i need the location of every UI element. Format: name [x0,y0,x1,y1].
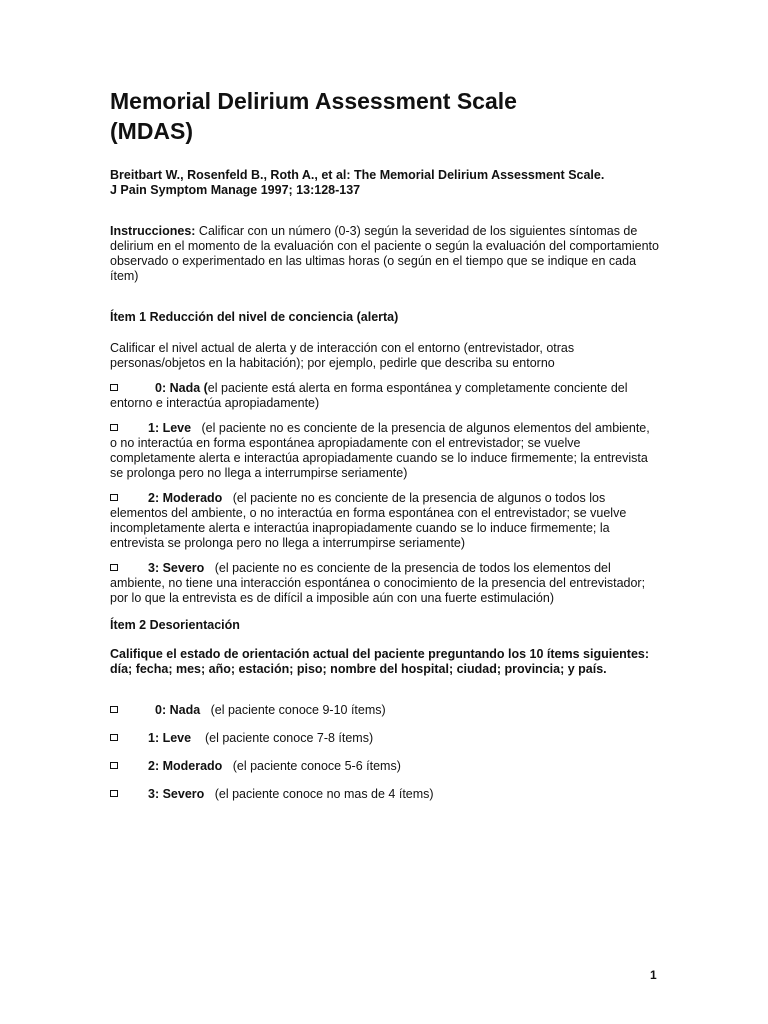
title-line-1: Memorial Delirium Assessment Scale [110,88,517,114]
title-line-2: (MDAS) [110,118,194,144]
checkbox[interactable] [110,424,118,431]
checkbox[interactable] [110,706,118,713]
item2-option-0 [110,703,660,718]
instructions-label: Instrucciones: [110,224,196,238]
item1-option-2 [110,491,660,551]
checkbox[interactable] [110,384,118,391]
option-text: (el paciente conoce 7-8 ítems) [191,731,374,745]
page-number: 1 [650,968,657,982]
option-label: 0: Nada ( [155,381,208,395]
option-text: (el paciente conoce no mas de 4 ítems) [204,787,434,801]
item2-option-3 [110,787,660,802]
instructions-text: Calificar con un número (0-3) según la severidad de los siguientes síntomas de delirium en el momento de la evaluación con el paciente o según la evaluación del comportamiento observado o experimentado en las ultimas horas (o según en el tiempo que se indique en cada ítem) [110,224,659,283]
option-text: (el paciente conoce 9-10 ítems) [200,703,386,717]
option-text: el paciente está alerta en forma espontánea y completamente conciente del entorno e interactúa apropiadamente) [110,381,628,410]
reference-line-1: Breitbart W., Rosenfeld B., Roth A., et al: The Memorial Delirium Assessment Scale. [110,168,605,182]
checkbox[interactable] [110,564,118,571]
item1-option-0 [110,381,660,411]
reference [110,168,660,198]
item1-option-1 [110,421,660,481]
item1-description: Calificar el nivel actual de alerta y de interacción con el entorno (entrevistador, otras personas/objetos en la habitación); por ejemplo, pedirle que describa su entorno [110,341,575,370]
item1-heading: Ítem 1 Reducción del nivel de conciencia (alerta) [110,310,399,324]
checkbox[interactable] [110,494,118,501]
option-label: 0: Nada [155,703,201,717]
document-page [110,86,660,802]
option-label: 1: Leve [148,731,192,745]
option-label: 1: Leve [148,421,192,435]
instructions [110,224,660,284]
option-label: 2: Moderado [148,491,223,505]
option-label: 3: Severo [148,561,205,575]
item2-heading: Ítem 2 Desorientación [110,618,240,632]
checkbox[interactable] [110,790,118,797]
reference-line-2: J Pain Symptom Manage 1997; 13:128-137 [110,183,361,197]
option-text: (el paciente conoce 5-6 ítems) [222,759,401,773]
option-label: 3: Severo [148,787,205,801]
item2-description: Califique el estado de orientación actual del paciente preguntando los 10 ítems siguientes: día; fecha; mes; año; estación; piso; nombre del hospital; ciudad; provincia; y país. [110,647,650,676]
item1-option-3 [110,561,660,606]
document-title [110,86,660,146]
checkbox[interactable] [110,734,118,741]
option-text: (el paciente no es conciente de la presencia de algunos elementos del ambiente, o no interactúa en forma espontánea apropiadamente con el entrevistador; se vuelve completamente alerta e interactúa apropiadamente cuando se lo induce firmemente; la entrevista se prolonga pero no llega a interrumpirse seriamente) [110,421,654,480]
option-text: (el paciente no es conciente de la presencia de algunos o todos los elementos del ambiente, o no interactúa en forma espontánea con el entrevistador; se vuelve incompletamente alerta e interactúa inapropiadamente cuando se lo induce firmemente; la entrevista se prolonga pero no llega a interrumpirse seriamente) [110,491,630,550]
option-text: (el paciente no es conciente de la presencia de todos los elementos del ambiente, no tiene una interacción espontánea o conocimiento de la presencia del entrevistador; por lo que la entrevista es de difícil a imposible aún con una fuerte estimulación) [110,561,649,605]
item2-option-2 [110,759,660,774]
checkbox[interactable] [110,762,118,769]
option-label: 2: Moderado [148,759,223,773]
item2-option-1 [110,731,660,746]
